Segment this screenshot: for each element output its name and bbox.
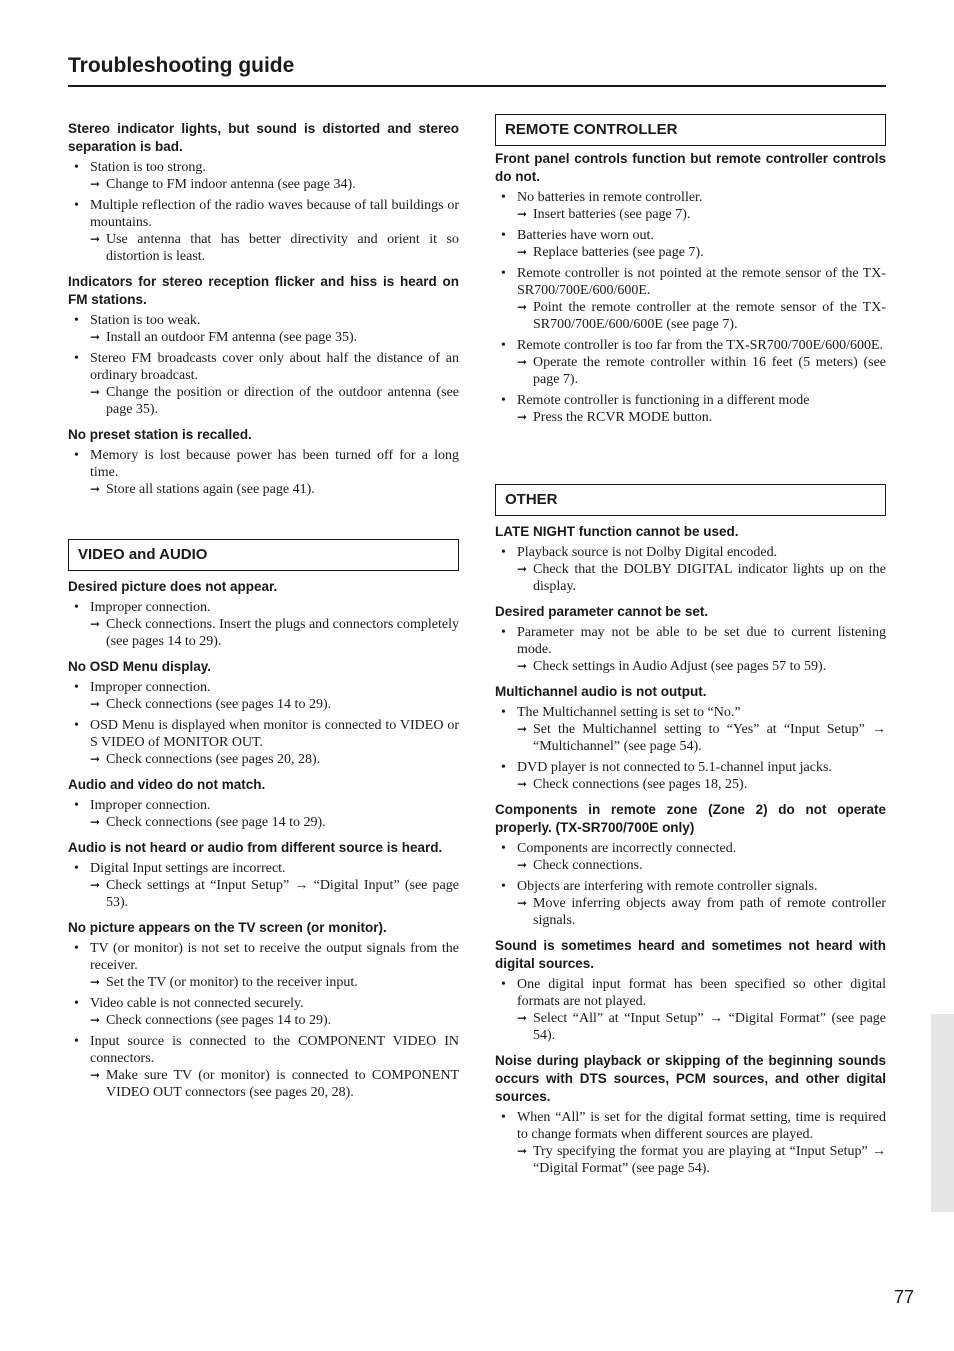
remedy-text: Check connections (see page 14 to 29). [106,815,326,830]
arrow-icon: ➞ [90,975,101,989]
cause-text: Components are incorrectly connected. [517,841,737,856]
arrow-icon: ➞ [90,177,101,191]
issue-group [495,150,886,426]
video-audio-header: VIDEO and AUDIO [68,539,459,571]
bullet-icon: • [74,351,79,366]
video-audio-section [68,578,459,1109]
remedy-line [517,895,886,929]
issue-heading: Front panel controls function but remote controller controls do not. [495,151,886,184]
issue-group [495,683,886,793]
cause-item [495,759,886,793]
remedy-text: Check connections (see pages 18, 25). [533,777,748,792]
issue-heading: No OSD Menu display. [68,659,212,674]
bullet-icon: • [501,760,506,775]
issue-heading: Audio and video do not match. [68,777,266,792]
remedy-text: Check connections (see pages 20, 28). [106,752,321,767]
remedy-line [517,299,886,333]
bullet-icon: • [501,705,506,720]
remedy-text: Check that the DOLBY DIGITAL indicator lights up on the display. [533,562,886,594]
issue-heading: Components in remote zone (Zone 2) do not operate properly. (TX-SR700/700E only) [495,802,886,835]
remedy-text: Install an outdoor FM antenna (see page 35). [106,330,358,345]
remedy-line [90,1067,459,1101]
cause-text: Input source is connected to the COMPONENT VIDEO IN connectors. [90,1034,459,1066]
arrow-icon: ➞ [517,722,528,736]
cause-text: Parameter may not be able to be set due to current listening mode. [517,625,886,657]
issue-group [68,578,459,650]
cause-text: Digital Input settings are incorrect. [90,861,286,876]
cause-text: When “All” is set for the digital format setting, time is required to change formats when different sources are played. [517,1110,886,1142]
bullet-icon: • [74,448,79,463]
other-header: OTHER [495,484,886,516]
remedy-text: Set the TV (or monitor) to the receiver input. [106,975,358,990]
remedy-line [90,974,459,991]
arrow-icon: ➞ [517,300,528,314]
issue-heading: No picture appears on the TV screen (or monitor). [68,920,387,935]
cause-text: The Multichannel setting is set to “No.” [517,705,741,720]
title-rule [68,85,886,87]
remote-controller-section [495,150,886,434]
cause-item [68,860,459,911]
bullet-icon: • [501,879,506,894]
cause-item [68,599,459,650]
cause-text: Improper connection. [90,600,211,615]
arrow-icon: ➞ [517,896,528,910]
remedy-line [90,231,459,265]
arrow-icon: ➞ [90,878,101,892]
remedy-line [517,561,886,595]
issue-heading: Indicators for stereo reception flicker and hiss is heard on FM stations. [68,274,459,307]
bullet-icon: • [74,941,79,956]
issue-heading: Noise during playback or skipping of the beginning sounds occurs with DTS sources, PCM sources, and other digital sources. [495,1053,886,1104]
arrow-icon: ➞ [90,815,101,829]
arrow-icon: ➞ [90,232,101,246]
remedy-text: Change to FM indoor antenna (see page 34). [106,177,356,192]
cause-text: One digital input format has been specified so other digital formats are not played. [517,977,886,1009]
cause-item [495,704,886,755]
cause-text: Remote controller is functioning in a different mode [517,393,810,408]
remedy-text: Change the position or direction of the outdoor antenna (see page 35). [106,385,459,417]
issue-heading: Desired picture does not appear. [68,579,278,594]
remedy-line [90,481,459,498]
remedy-text: Check connections (see pages 14 to 29). [106,697,332,712]
cause-item [495,544,886,595]
remedy-line [90,751,459,768]
bullet-icon: • [74,996,79,1011]
cause-text: Objects are interfering with remote controller signals. [517,879,818,894]
cause-item [68,312,459,346]
cause-item [495,227,886,261]
cause-item [68,1033,459,1101]
remedy-text: Check connections. [533,858,643,873]
remedy-text: Check connections (see pages 14 to 29). [106,1013,332,1028]
other-section [495,523,886,1185]
cause-item [495,840,886,874]
cause-text: Multiple reflection of the radio waves because of tall buildings or mountains. [90,198,459,230]
arrow-icon: ➞ [90,385,101,399]
bullet-icon: • [74,680,79,695]
cause-item [495,624,886,675]
arrow-icon: ➞ [517,777,528,791]
issue-group [68,120,459,265]
remedy-text: Try specifying the format you are playing at “Input Setup” → “Digital Format” (see page 54). [533,1144,886,1176]
arrow-icon: ➞ [517,207,528,221]
remedy-line [90,329,459,346]
arrow-icon: ➞ [517,245,528,259]
remedy-text: Replace batteries (see page 7). [533,245,704,260]
bullet-icon: • [74,1034,79,1049]
issue-group [495,801,886,929]
cause-item [68,995,459,1029]
arrow-icon: ➞ [90,617,101,631]
bullet-icon: • [501,190,506,205]
cause-item [68,350,459,418]
cause-item [495,878,886,929]
issue-group [68,273,459,418]
bullet-icon: • [74,313,79,328]
remedy-text: Store all stations again (see page 41). [106,482,315,497]
remedy-text: Operate the remote controller within 16 feet (5 meters) (see page 7). [533,355,886,387]
issue-heading: Sound is sometimes heard and sometimes not heard with digital sources. [495,938,886,971]
cause-text: Improper connection. [90,680,211,695]
remedy-line [517,721,886,755]
remedy-line [90,696,459,713]
cause-item [68,717,459,768]
arrow-icon: ➞ [517,410,528,424]
remedy-line [90,1012,459,1029]
cause-text: No batteries in remote controller. [517,190,703,205]
issue-heading: Stereo indicator lights, but sound is distorted and stereo separation is bad. [68,121,459,154]
bullet-icon: • [501,228,506,243]
issue-group [68,776,459,831]
remedy-line [90,616,459,650]
cause-item [495,1109,886,1177]
issue-group [68,658,459,768]
issue-heading: LATE NIGHT function cannot be used. [495,524,739,539]
remedy-line [517,206,886,223]
cause-item [68,940,459,991]
remedy-line [517,1143,886,1177]
cause-item [68,447,459,498]
cause-item [495,392,886,426]
tuner-section [68,120,459,506]
issue-group [495,523,886,595]
cause-text: Stereo FM broadcasts cover only about half the distance of an ordinary broadcast. [90,351,459,383]
issue-group [68,839,459,911]
cause-item [495,265,886,333]
remedy-text: Set the Multichannel setting to “Yes” at “Input Setup” → “Multichannel” (see page 54). [533,722,886,754]
arrow-icon: ➞ [90,697,101,711]
remedy-line [517,658,886,675]
cause-item [68,797,459,831]
bullet-icon: • [74,718,79,733]
bullet-icon: • [501,977,506,992]
remedy-line [517,776,886,793]
page-number: 77 [893,1287,914,1307]
issue-heading: Desired parameter cannot be set. [495,604,709,619]
cause-item [495,189,886,223]
page-title: Troubleshooting guide [68,54,295,77]
remedy-text: Insert batteries (see page 7). [533,207,691,222]
remedy-text: Point the remote controller at the remote sensor of the TX-SR700/700E/600/600E (see page 7). [533,300,886,332]
remedy-line [90,814,459,831]
cause-text: Batteries have worn out. [517,228,654,243]
cause-text: Memory is lost because power has been turned off for a long time. [90,448,459,480]
arrow-icon: ➞ [517,355,528,369]
remedy-line [517,857,886,874]
remedy-line [517,1010,886,1044]
issue-heading: No preset station is recalled. [68,427,252,442]
arrow-icon: ➞ [90,330,101,344]
remedy-text: Press the RCVR MODE button. [533,410,713,425]
cause-text: OSD Menu is displayed when monitor is connected to VIDEO or S VIDEO of MONITOR OUT. [90,718,459,750]
remedy-text: Check settings at “Input Setup” → “Digital Input” (see page 53). [106,878,459,910]
remedy-line [90,176,459,193]
issue-heading: Multichannel audio is not output. [495,684,707,699]
bullet-icon: • [74,861,79,876]
cause-item [495,976,886,1044]
issue-group [495,937,886,1044]
cause-text: TV (or monitor) is not set to receive the output signals from the receiver. [90,941,459,973]
bullet-icon: • [74,160,79,175]
arrow-icon: ➞ [517,562,528,576]
remote-controller-header: REMOTE CONTROLLER [495,114,886,146]
bullet-icon: • [74,600,79,615]
cause-text: Video cable is not connected securely. [90,996,304,1011]
cause-text: Station is too weak. [90,313,201,328]
arrow-icon: ➞ [90,1068,101,1082]
issue-heading: Audio is not heard or audio from different source is heard. [68,840,443,855]
arrow-icon: ➞ [517,858,528,872]
remedy-line [90,384,459,418]
side-tab-marker [931,1014,954,1212]
remedy-line [517,409,886,426]
arrow-icon: ➞ [90,1013,101,1027]
remedy-text: Select “All” at “Input Setup” → “Digital Format” (see page 54). [533,1011,886,1043]
bullet-icon: • [501,1110,506,1125]
cause-item [68,159,459,193]
bullet-icon: • [501,266,506,281]
arrow-icon: ➞ [90,752,101,766]
cause-text: Remote controller is not pointed at the remote sensor of the TX-SR700/700E/600/600E. [517,266,886,298]
issue-group [495,603,886,675]
bullet-icon: • [501,625,506,640]
remedy-text: Check settings in Audio Adjust (see pages 57 to 59). [533,659,827,674]
remedy-text: Check connections. Insert the plugs and connectors completely (see pages 14 to 29). [106,617,460,649]
issue-group [68,919,459,1101]
arrow-icon: ➞ [517,659,528,673]
issue-group [68,426,459,498]
arrow-icon: ➞ [517,1011,528,1025]
remedy-line [90,877,459,911]
bullet-icon: • [501,393,506,408]
bullet-icon: • [74,798,79,813]
remedy-text: Use antenna that has better directivity and orient it so distortion is least. [106,232,459,264]
cause-item [495,337,886,388]
cause-text: Station is too strong. [90,160,206,175]
cause-text: DVD player is not connected to 5.1-channel input jacks. [517,760,832,775]
bullet-icon: • [501,545,506,560]
remedy-text: Move inferring objects away from path of remote controller signals. [533,896,886,928]
cause-item [68,197,459,265]
cause-text: Improper connection. [90,798,211,813]
bullet-icon: • [501,338,506,353]
cause-text: Remote controller is too far from the TX-SR700/700E/600/600E. [517,338,884,353]
arrow-icon: ➞ [90,482,101,496]
cause-item [68,679,459,713]
remedy-line [517,244,886,261]
cause-text: Playback source is not Dolby Digital encoded. [517,545,778,560]
bullet-icon: • [501,841,506,856]
bullet-icon: • [74,198,79,213]
remedy-line [517,354,886,388]
remedy-text: Make sure TV (or monitor) is connected to COMPONENT VIDEO OUT connectors (see pages 20, 28). [106,1068,459,1100]
arrow-icon: ➞ [517,1144,528,1158]
issue-group [495,1052,886,1177]
